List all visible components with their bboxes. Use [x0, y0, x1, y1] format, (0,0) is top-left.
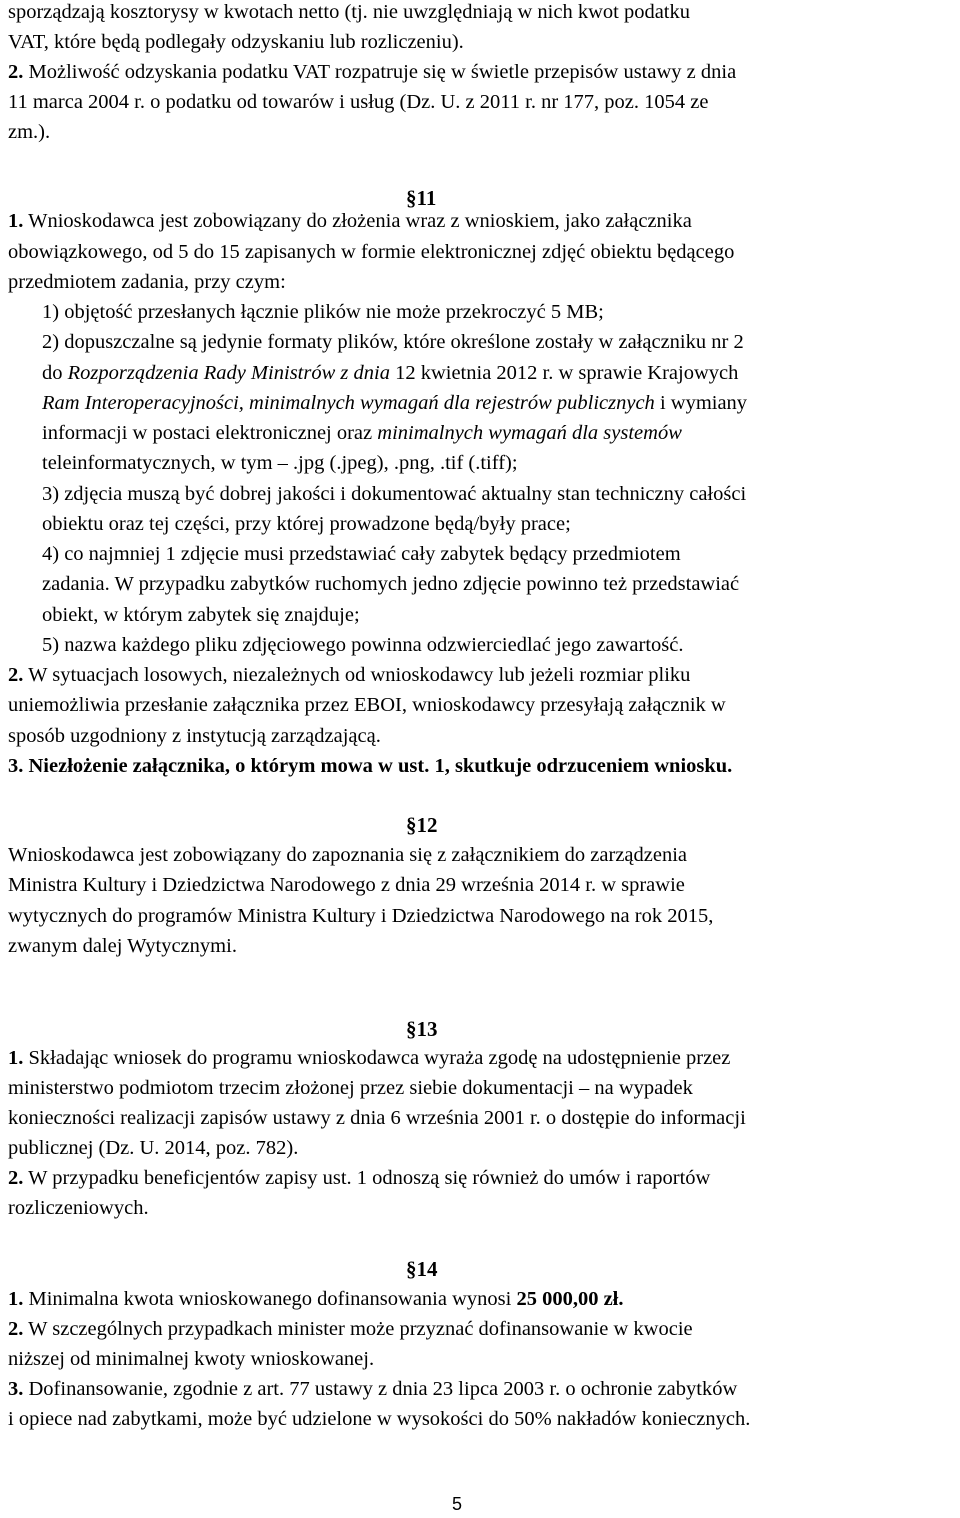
paragraph-line: konieczności realizacji zapisów ustawy z dnia 6 września 2001 r. o dostępie do informacji — [8, 1107, 746, 1129]
paragraph-number: 2. — [8, 664, 24, 686]
paragraph-line: Wnioskodawca jest zobowiązany do zapoznania się z załącznikiem do zarządzenia — [8, 844, 688, 866]
regulation-title: Ram Interoperacyjności, minimalnych wymagań dla rejestrów publicznych — [42, 392, 655, 414]
paragraph-line: uniemożliwia przesłanie załącznika przez EBOI, wnioskodawcy przesyłają załącznik w — [8, 694, 726, 716]
paragraph-text: Dofinansowanie, zgodnie z art. 77 ustawy z dnia 23 lipca 2003 r. o ochronie zabytków — [28, 1378, 738, 1400]
intro-line: 11 marca 2004 r. o podatku od towarów i usług (Dz. U. z 2011 r. nr 177, poz. 1054 ze — [8, 91, 709, 113]
section-heading-13 — [406, 1014, 438, 1044]
text: informacji w postaci elektronicznej oraz — [42, 422, 373, 444]
list-item-4-line: zadania. W przypadku zabytków ruchomych jedno zdjęcie powinno też przedstawiać — [42, 573, 740, 595]
paragraph-number: 3. — [8, 1378, 24, 1400]
paragraph-1 — [8, 1043, 730, 1073]
paragraph-line: rozliczeniowych. — [8, 1197, 149, 1219]
text: i wymiany — [659, 392, 748, 414]
paragraph-text: Minimalna kwota wnioskowanego dofinansowania wynosi — [28, 1288, 512, 1310]
intro-line: sporządzają kosztorysy w kwotach netto (tj. nie uwzględniają w nich kwot podatku — [8, 1, 691, 23]
text: do — [42, 362, 63, 384]
text: 12 kwietnia 2012 r. w sprawie Krajowych — [395, 362, 739, 384]
paragraph-line: Ministra Kultury i Dziedzictwa Narodowego z dnia 29 września 2014 r. w sprawie — [8, 874, 685, 896]
intro-line: zm.). — [8, 121, 51, 143]
paragraph-2 — [8, 660, 690, 690]
list-item-2-line: teleinformatycznych, w tym – .jpg (.jpeg), .png, .tif (.tiff); — [42, 452, 518, 474]
paragraph-3 — [8, 751, 732, 781]
section-number: 13 — [416, 1017, 438, 1041]
list-item-1: 1) objętość przesłanych łącznie plików nie może przekroczyć 5 MB; — [42, 301, 604, 323]
paragraph-2 — [8, 57, 736, 87]
paragraph-number: 1. — [8, 1047, 24, 1069]
section-number: 11 — [416, 186, 437, 210]
paragraph-text: W sytuacjach losowych, niezależnych od wnioskodawcy lub jeżeli rozmiar pliku — [28, 664, 691, 686]
list-item-5: 5) nazwa każdego pliku zdjęciowego powinna odzwierciedlać jego zawartość. — [42, 634, 684, 656]
paragraph-2 — [8, 1314, 693, 1344]
paragraph-line: niższej od minimalnej kwoty wnioskowanej. — [8, 1348, 375, 1370]
paragraph-3 — [8, 1374, 737, 1404]
paragraph-line: i opiece nad zabytkami, może być udzielone w wysokości do 50% nakładów koniecznych. — [8, 1408, 751, 1430]
paragraph-line: zwanym dalej Wytycznymi. — [8, 935, 237, 957]
paragraph-text: W przypadku beneficjentów zapisy ust. 1 odnoszą się również do umów i raportów — [28, 1167, 711, 1189]
paragraph-number: 2. — [8, 61, 24, 83]
section-heading-12 — [406, 810, 438, 840]
list-item-4-line: obiekt, w którym zabytek się znajduje; — [42, 604, 360, 626]
section-symbol: § — [406, 813, 417, 837]
paragraph-number: 2. — [8, 1318, 24, 1340]
paragraph-line: wytycznych do programów Ministra Kultury i Dziedzictwa Narodowego na rok 2015, — [8, 905, 714, 927]
section-heading-14 — [406, 1254, 438, 1284]
paragraph-text: Wnioskodawca jest zobowiązany do złożenia wraz z wnioskiem, jako załącznika — [28, 210, 692, 232]
list-item-4: 4) co najmniej 1 zdjęcie musi przedstawiać cały zabytek będący przedmiotem — [42, 543, 681, 565]
paragraph-line: przedmiotem zadania, przy czym: — [8, 271, 286, 293]
section-symbol: § — [406, 186, 417, 210]
list-item-3-line: obiektu oraz tej części, przy której prowadzone będą/były prace; — [42, 513, 571, 535]
paragraph-text: Niezłożenie załącznika, o którym mowa w ust. 1, skutkuje odrzuceniem wniosku. — [28, 755, 733, 777]
paragraph-line: obowiązkowego, od 5 do 15 zapisanych w formie elektronicznej zdjęć obiektu będącego — [8, 241, 735, 263]
section-symbol: § — [406, 1257, 417, 1281]
paragraph-1 — [8, 206, 692, 236]
list-item-3: 3) zdjęcia muszą być dobrej jakości i dokumentować aktualny stan techniczny całości — [42, 483, 747, 505]
paragraph-1 — [8, 1284, 623, 1314]
amount-value: 25 000,00 zł. — [516, 1288, 624, 1310]
paragraph-number: 1. — [8, 1288, 24, 1310]
paragraph-text: W szczególnych przypadkach minister może przyznać dofinansowanie w kwocie — [28, 1318, 693, 1340]
paragraph-number: 2. — [8, 1167, 24, 1189]
list-item-2-line — [42, 388, 747, 418]
regulation-title: minimalnych wymagań dla systemów — [377, 422, 682, 444]
section-symbol: § — [406, 1017, 417, 1041]
paragraph-line: publicznej (Dz. U. 2014, poz. 782). — [8, 1137, 299, 1159]
list-item-2-line — [42, 358, 738, 388]
intro-line: VAT, które będą podlegały odzyskaniu lub rozliczeniu). — [8, 31, 464, 53]
list-item-2-line — [42, 418, 682, 448]
paragraph-text: Składając wniosek do programu wnioskodawca wyraża zgodę na udostępnienie przez — [28, 1047, 731, 1069]
section-number: 12 — [416, 813, 438, 837]
paragraph-number: 1. — [8, 210, 24, 232]
paragraph-line: ministerstwo podmiotom trzecim złożonej przez siebie dokumentacji – na wypadek — [8, 1077, 693, 1099]
regulation-title: Rozporządzenia Rady Ministrów z dnia — [67, 362, 390, 384]
page-number: 5 — [452, 1494, 463, 1514]
paragraph-2 — [8, 1163, 710, 1193]
paragraph-text: Możliwość odzyskania podatku VAT rozpatruje się w świetle przepisów ustawy z dnia — [28, 61, 737, 83]
list-item-2: 2) dopuszczalne są jedynie formaty plików, które określone zostały w załączniku nr 2 — [42, 331, 744, 353]
paragraph-number: 3. — [8, 755, 24, 777]
paragraph-line: sposób uzgodniony z instytucją zarządzającą. — [8, 725, 381, 747]
section-number: 14 — [416, 1257, 438, 1281]
